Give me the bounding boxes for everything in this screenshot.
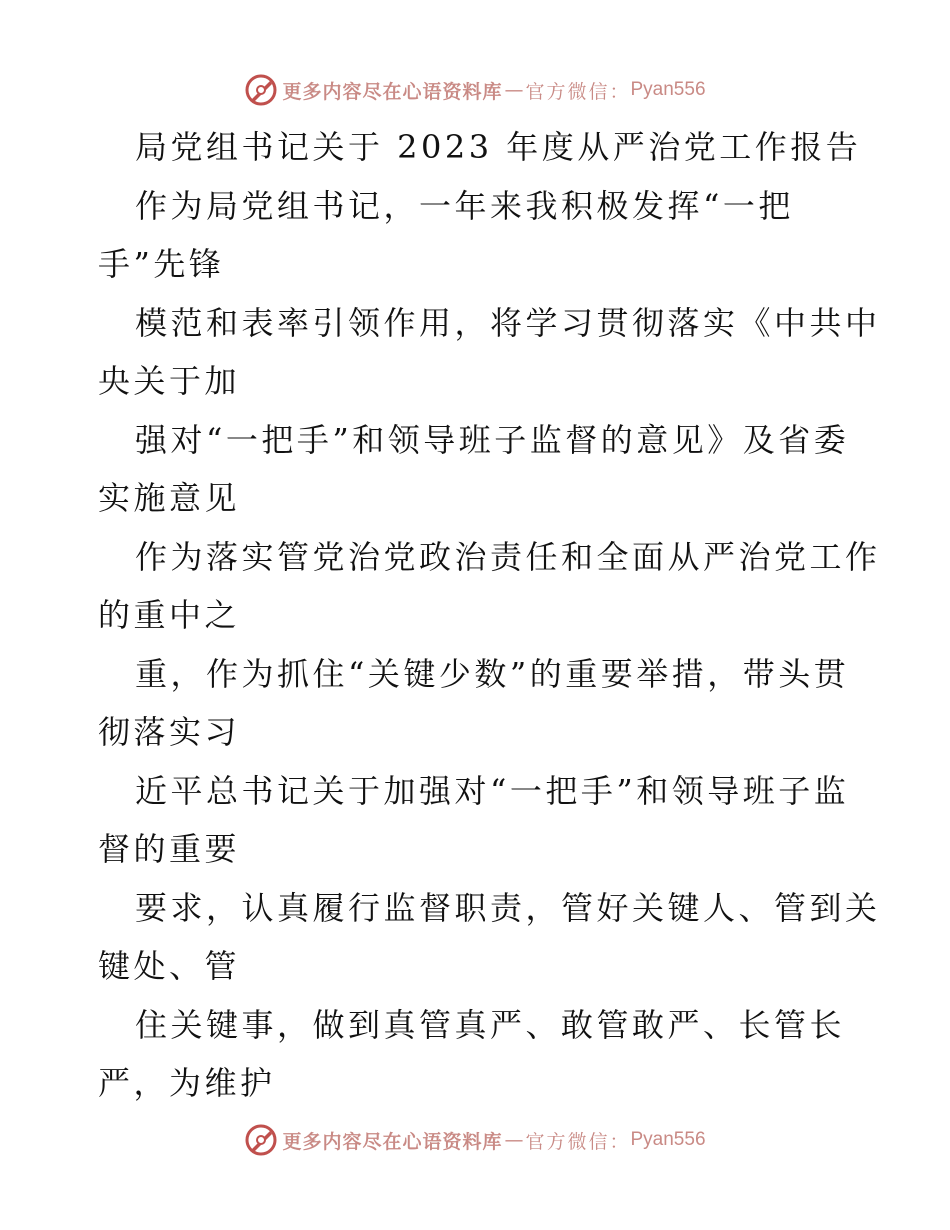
body-line: 键处、管 [98, 947, 241, 985]
body-line: 督的重要 [98, 830, 241, 868]
body-line: 重，作为抓住“关键少数”的重要举措，带头贯 [135, 655, 850, 693]
banner-separator: — [504, 1129, 524, 1151]
banner-main-text: 更多内容尽在心语资料库 [282, 1130, 503, 1153]
body-line: 住关键事，做到真管真严、敢管敢严、长管长 [135, 1006, 846, 1044]
body-line: 手”先锋 [98, 245, 225, 283]
document-title: 局党组书记关于 2023 年度从严治党工作报告 [135, 128, 862, 166]
banner-separator: — [504, 79, 524, 101]
body-line: 作为落实管党治党政治责任和全面从严治党工作 [135, 538, 881, 576]
banner-wechat-id: Pyan556 [630, 79, 706, 100]
banner-wechat-id: Pyan556 [630, 1129, 706, 1150]
banner-main-text: 更多内容尽在心语资料库 [282, 80, 503, 103]
body-line: 实施意见 [98, 479, 241, 517]
body-line: 近平总书记关于加强对“一把手”和领导班子监 [135, 772, 850, 810]
body-line: 模范和表率引领作用，将学习贯彻落实《中共中 [135, 304, 881, 342]
body-line: 严，为维护 [98, 1064, 276, 1102]
body-line: 强对“一把手”和领导班子监督的意见》及省委 [135, 421, 850, 459]
quill-logo-icon [244, 73, 278, 107]
footer-banner [0, 1120, 950, 1160]
body-line: 作为局党组书记，一年来我积极发挥“一把 [135, 187, 794, 225]
banner-wechat-label: 官方微信： [525, 1130, 631, 1153]
banner-wechat-label: 官方微信： [525, 80, 631, 103]
body-line: 要求，认真履行监督职责，管好关键人、管到关 [135, 889, 881, 927]
body-line: 的重中之 [98, 596, 241, 634]
body-line: 彻落实习 [98, 713, 241, 751]
header-banner [0, 70, 950, 110]
quill-logo-icon [244, 1123, 278, 1157]
body-line: 央关于加 [98, 362, 241, 400]
